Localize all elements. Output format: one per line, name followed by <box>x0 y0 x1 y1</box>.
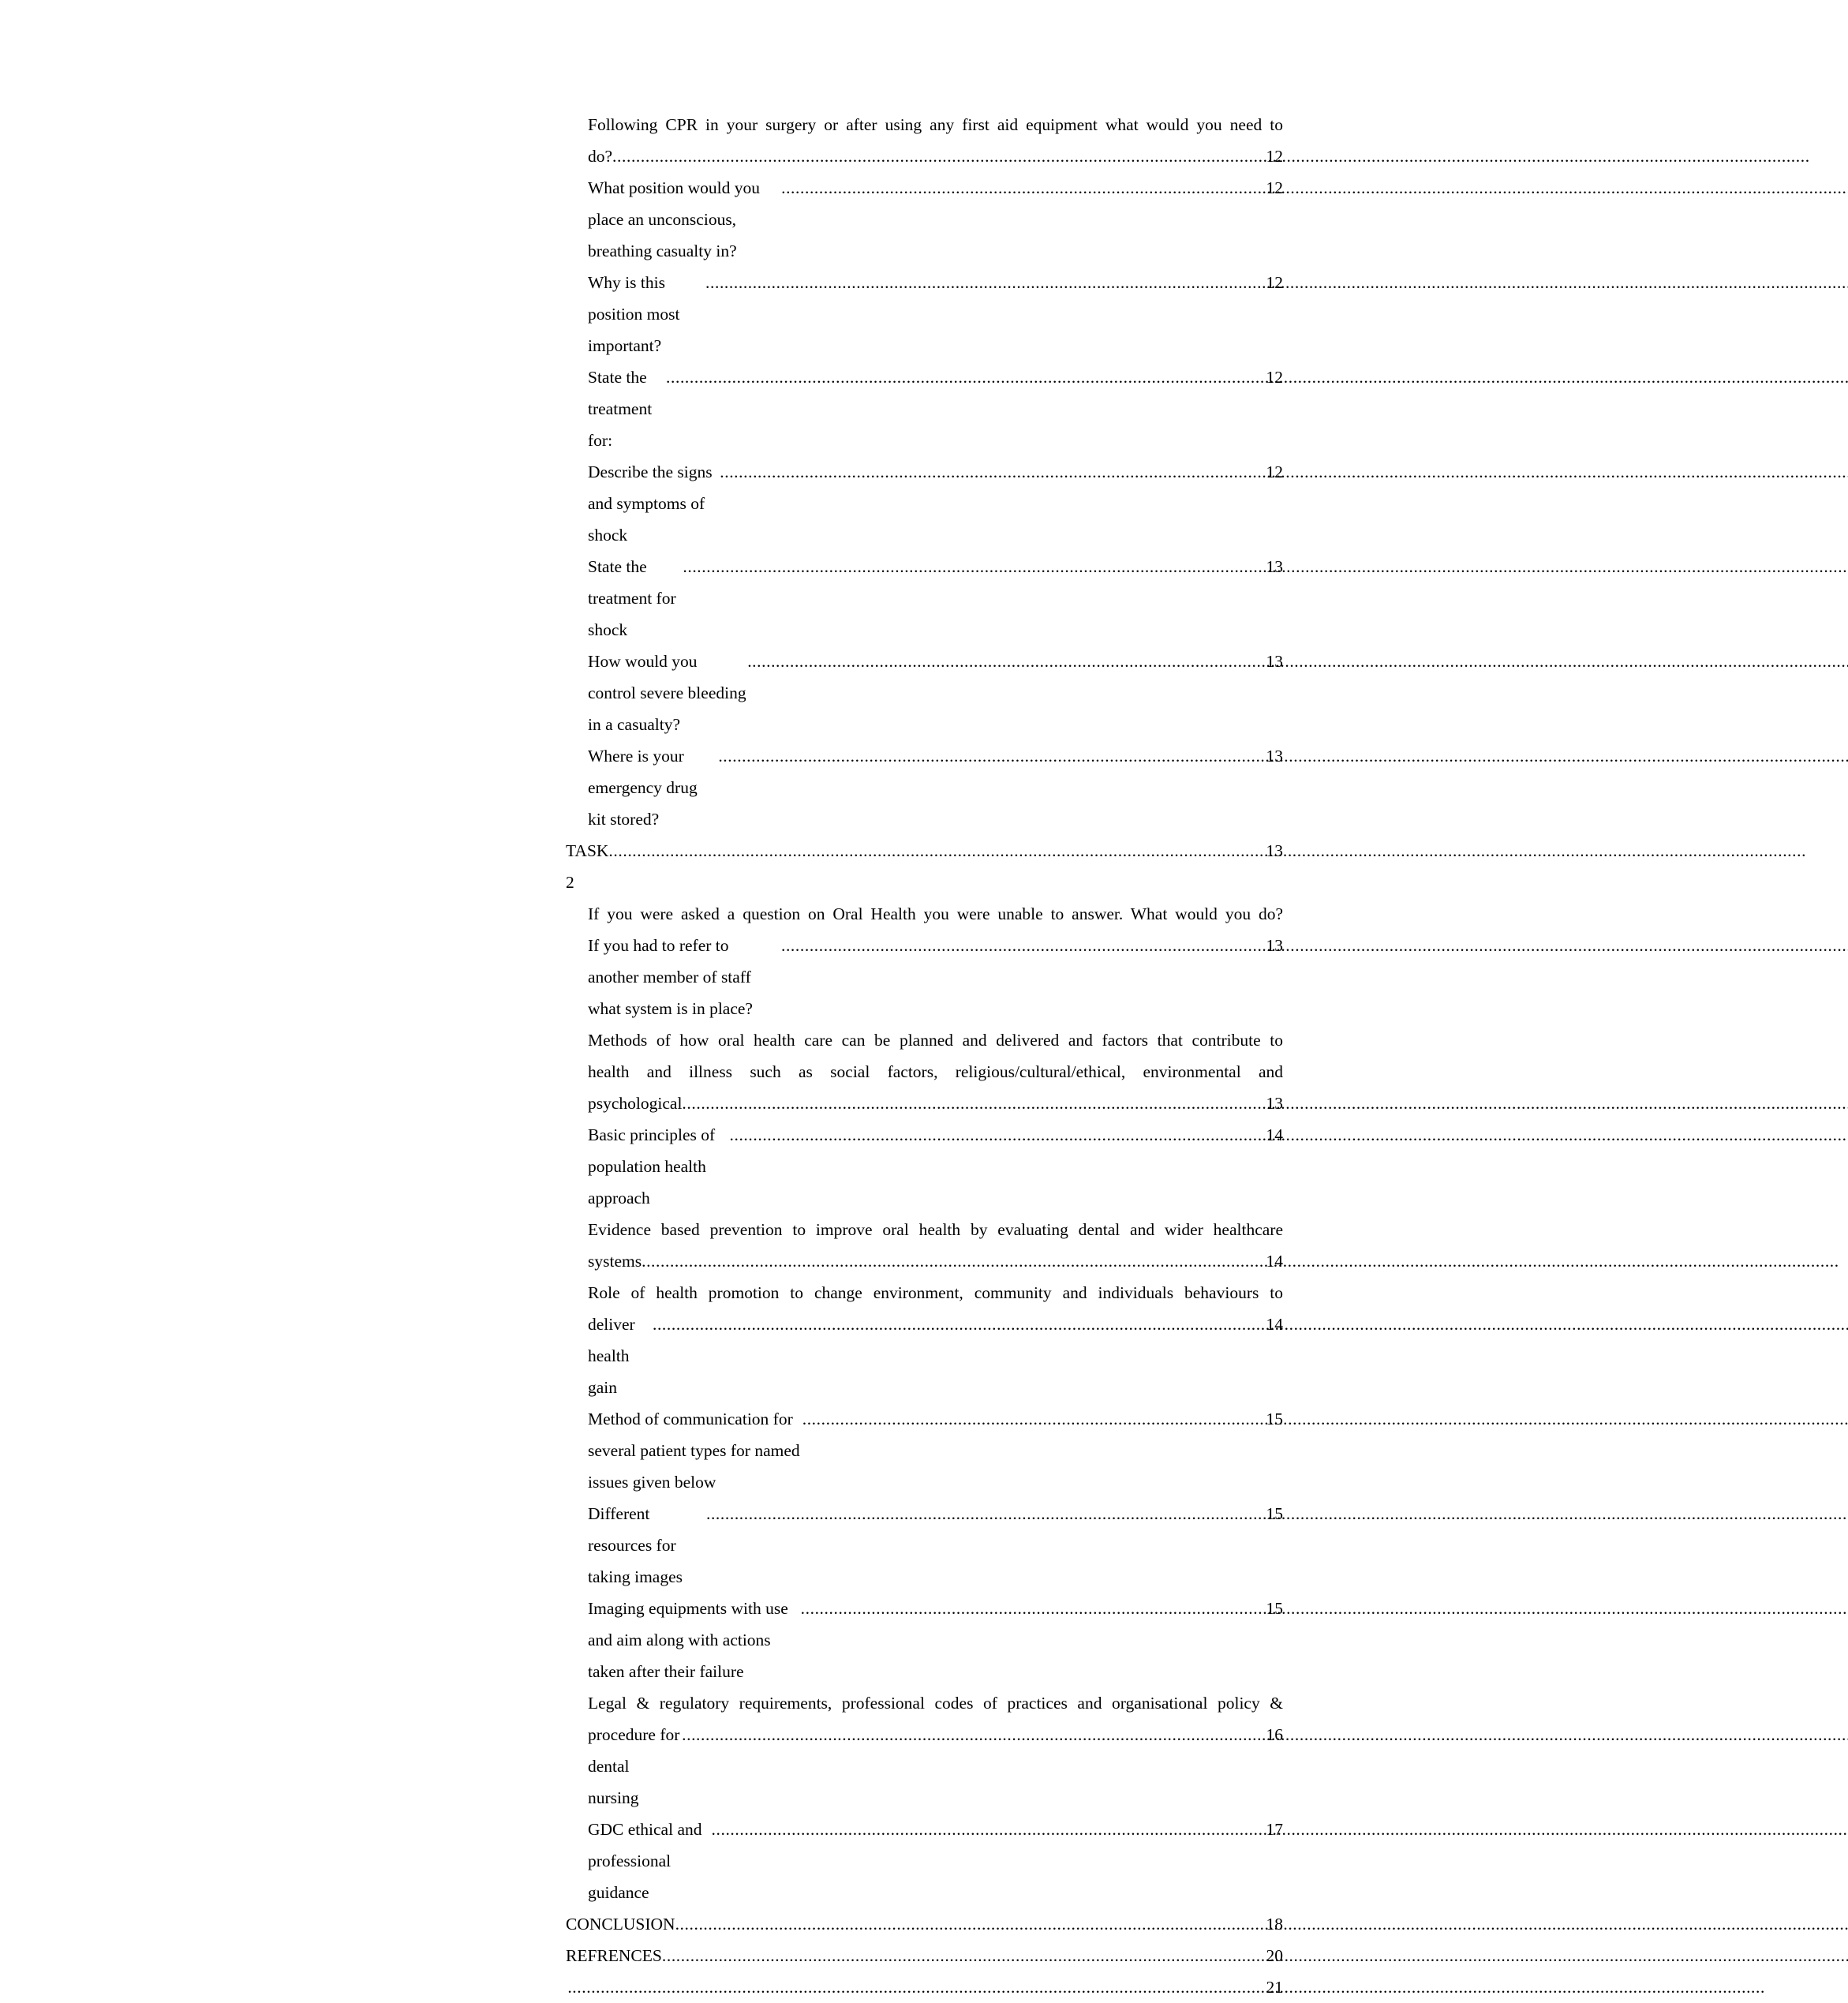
toc-entry-title: GDC ethical and professional guidance <box>588 1820 706 1902</box>
toc-entry[interactable] <box>588 1687 1283 1814</box>
toc-entry-row <box>588 172 1283 267</box>
toc-entry-row <box>588 361 1283 456</box>
toc-entry-line: health and illness such as social factors, religious/cultural/ethical, environmental and <box>588 1062 1283 1081</box>
toc-entry-title: deliver health gain <box>588 1315 640 1397</box>
toc-entry[interactable] <box>588 1119 1283 1214</box>
toc-page-number: 12 <box>1266 273 1283 292</box>
toc-entry[interactable] <box>588 1403 1283 1498</box>
toc-entry-line: Legal & regulatory requirements, professional codes of practices and organisational policy & <box>588 1694 1283 1713</box>
toc-entry-row <box>588 140 1283 172</box>
toc-page-number: 13 <box>1266 652 1283 671</box>
toc-page-number: 14 <box>1266 1252 1283 1271</box>
toc-page-number: 18 <box>1266 1915 1283 1934</box>
toc-page-number: 13 <box>1266 936 1283 955</box>
toc-entry[interactable] <box>588 646 1283 740</box>
toc-entry[interactable] <box>588 361 1283 456</box>
toc-entry-title: Different resources for taking images <box>588 1504 683 1586</box>
toc-entry-title: State the treatment for: <box>588 368 657 450</box>
toc-page-number: 15 <box>1266 1504 1283 1523</box>
toc-entry-title: systems <box>588 1252 642 1271</box>
toc-entry-wrapped-lines <box>588 1214 1283 1245</box>
toc-entry[interactable] <box>588 1024 1283 1119</box>
toc-entry-row <box>588 267 1283 361</box>
toc-entry[interactable] <box>566 1940 1283 1971</box>
toc-entry-row <box>588 1245 1283 1277</box>
toc-entry-title: psychological <box>588 1094 683 1113</box>
toc-entry-wrapped-lines <box>588 898 1283 930</box>
toc-entry-title: Why is this position most important? <box>588 273 684 355</box>
dot-leader <box>706 1498 1266 1529</box>
dot-leader <box>662 1940 1266 1971</box>
toc-entry-title: TASK 2 <box>566 841 613 892</box>
toc-entry-row <box>566 1971 1283 2003</box>
toc-page-number: 20 <box>1266 1946 1283 1965</box>
dot-leader <box>642 1245 1266 1277</box>
toc-page-number: 13 <box>1266 747 1283 766</box>
toc-page-number: 13 <box>1266 557 1283 576</box>
toc-entry-title: If you had to refer to another member of staff what system is in place? <box>588 936 756 1018</box>
toc-entry-wrapped-lines <box>588 1687 1283 1719</box>
toc-entry-row <box>566 835 1283 898</box>
toc-entry[interactable] <box>588 1214 1283 1277</box>
toc-entry[interactable] <box>566 1908 1283 1940</box>
toc-page-number: 16 <box>1266 1725 1283 1744</box>
toc-entry-row <box>566 1940 1283 1971</box>
toc-page-number: 13 <box>1266 1094 1283 1113</box>
toc-page-number: 13 <box>1266 841 1283 860</box>
dot-leader <box>683 551 1266 582</box>
toc-entry[interactable] <box>566 835 1283 898</box>
dot-leader <box>802 1403 1266 1435</box>
dot-leader <box>675 1908 1266 1940</box>
toc-entry-row <box>588 1403 1283 1498</box>
toc-page-number: 12 <box>1266 368 1283 387</box>
toc-entry-row <box>588 456 1283 551</box>
toc-entry-title: procedure for dental nursing <box>588 1725 684 1807</box>
toc-entry-line: Role of health promotion to change environment, community and individuals behaviours to <box>588 1283 1283 1302</box>
toc-page-number: 14 <box>1266 1125 1283 1144</box>
toc-entry[interactable] <box>588 456 1283 551</box>
dot-leader <box>612 140 1266 172</box>
toc-entry-title: Describe the signs and symptoms of shock <box>588 462 717 545</box>
toc-entry-title: Basic principles of population health approach <box>588 1125 720 1207</box>
toc-entry[interactable] <box>588 1277 1283 1403</box>
toc-page-number: 14 <box>1266 1315 1283 1334</box>
toc-page-number: 15 <box>1266 1599 1283 1618</box>
table-of-contents <box>566 109 1283 2003</box>
toc-entry-row <box>588 1088 1283 1119</box>
dot-leader <box>781 172 1266 204</box>
toc-entry-line: If you were asked a question on Oral Health you were unable to answer. What would you do? <box>588 904 1283 923</box>
toc-entry[interactable] <box>588 172 1283 267</box>
toc-entry-line: Evidence based prevention to improve oral health by evaluating dental and wider healthcare <box>588 1220 1283 1239</box>
toc-entry-title: State the treatment for shock <box>588 557 681 639</box>
toc-entry-row <box>588 930 1283 1024</box>
dot-leader <box>653 1309 1266 1340</box>
dot-leader <box>712 1814 1266 1845</box>
toc-entry-row <box>566 1908 1283 1940</box>
toc-entry-title: What position would you place an unconscious, breathing casualty in? <box>588 178 765 260</box>
toc-entry-title: REFRENCES <box>566 1946 662 1965</box>
toc-page-number: 17 <box>1266 1820 1283 1839</box>
toc-entry[interactable] <box>588 551 1283 646</box>
toc-entry-wrapped-lines <box>588 1024 1283 1088</box>
dot-leader <box>682 1088 1266 1119</box>
dot-leader <box>781 930 1266 961</box>
toc-entry-row <box>588 740 1283 835</box>
document-page <box>455 0 1393 1997</box>
toc-entry[interactable] <box>588 267 1283 361</box>
toc-entry-title: Method of communication for several patient types for named issues given below <box>588 1410 805 1492</box>
toc-page-number: 12 <box>1266 147 1283 166</box>
toc-entry[interactable] <box>566 1971 1283 2003</box>
toc-entry-title: How would you control severe bleeding in a casualty? <box>588 652 750 734</box>
toc-entry-line: Methods of how oral health care can be planned and delivered and factors that contribute to <box>588 1031 1283 1050</box>
dot-leader <box>747 646 1266 677</box>
toc-page-number: 15 <box>1266 1410 1283 1428</box>
toc-entry[interactable] <box>588 898 1283 1024</box>
toc-page-number: 21 <box>1266 1978 1283 1997</box>
toc-page-number: 12 <box>1266 462 1283 481</box>
toc-entry-row <box>588 551 1283 646</box>
toc-entry-title: Imaging equipments with use and aim along with actions taken after their failure <box>588 1599 793 1681</box>
toc-page-number: 12 <box>1266 178 1283 197</box>
toc-entry-row <box>588 1719 1283 1814</box>
toc-entry-wrapped-lines <box>588 109 1283 140</box>
toc-entry-row <box>588 1498 1283 1593</box>
dot-leader <box>608 835 1266 867</box>
toc-entry[interactable] <box>588 109 1283 172</box>
toc-entry-row <box>588 1593 1283 1687</box>
toc-entry-line: Following CPR in your surgery or after using any first aid equipment what would you need to <box>588 115 1283 134</box>
toc-entry-title: do? <box>588 147 613 166</box>
dot-leader <box>705 267 1266 298</box>
dot-leader <box>720 456 1266 488</box>
dot-leader <box>730 1119 1266 1151</box>
toc-entry[interactable] <box>588 740 1283 835</box>
toc-entry-wrapped-lines <box>588 1277 1283 1309</box>
dot-leader <box>567 1971 1266 2003</box>
toc-entry-title: Where is your emergency drug kit stored? <box>588 747 702 829</box>
toc-entry-row <box>588 1119 1283 1214</box>
dot-leader <box>666 361 1266 393</box>
dot-leader <box>718 740 1266 772</box>
toc-entry[interactable] <box>588 1498 1283 1593</box>
toc-entry[interactable] <box>588 1593 1283 1687</box>
toc-entry[interactable] <box>588 1814 1283 1908</box>
dot-leader <box>801 1593 1266 1624</box>
dot-leader <box>682 1719 1266 1750</box>
toc-entry-row <box>588 646 1283 740</box>
toc-entry-title: CONCLUSION <box>566 1915 675 1934</box>
toc-entry-row <box>588 1814 1283 1908</box>
toc-entry-row <box>588 1309 1283 1403</box>
